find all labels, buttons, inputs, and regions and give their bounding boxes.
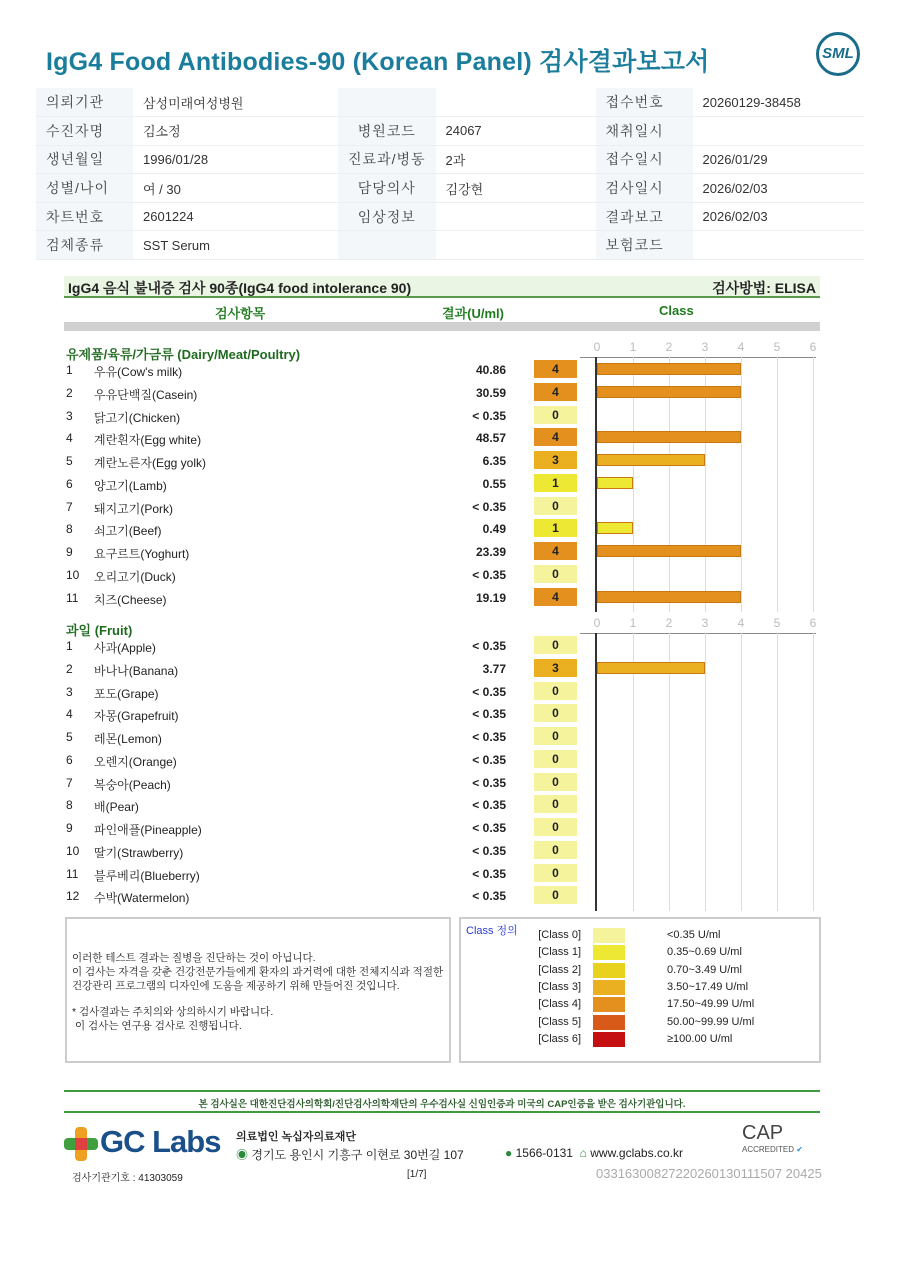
item-number: 12 [66,889,80,904]
info-label: 의뢰기관 [36,88,133,117]
item-result: < 0.35 [472,567,506,582]
disclaimer-line: 이러한 테스트 결과는 질병을 진단하는 것이 아닙니다. [72,952,316,964]
result-row [66,636,606,656]
item-name: 수박(Watermelon) [94,891,190,906]
barcode-number: 03316300827220260130111507 20425 [596,1166,822,1181]
item-result: < 0.35 [472,730,506,744]
disclaimer-line: 이 검사는 자격을 갖춘 건강전문가들에게 환자의 과거력에 대한 전체지식과 적절한 [72,966,444,978]
certification-text: 본 검사실은 대한진단검사의학회/진단검사의학재단의 우수검사실 신임인증과 미국의 CAP인증을 받은 검사기관입니다. [198,1099,686,1110]
item-name: 요구르트(Yoghurt) [94,547,190,561]
address-text: 경기도 용인시 기흥구 이현로 30번길 107 [251,1148,464,1162]
item-result: 3.77 [482,661,506,676]
item-result: 30.59 [475,385,506,400]
gc-cross-icon [64,1127,98,1161]
legend-swatch [593,1032,625,1047]
info-label [338,231,436,260]
item-result: 6.35 [482,454,506,468]
result-row [66,841,606,861]
result-row [66,474,606,494]
item-result: 19.19 [475,590,506,605]
item-number: 1 [66,639,73,653]
result-row [66,451,606,471]
info-label: 생년월일 [36,145,133,174]
item-result: 23.39 [475,545,506,559]
legend-range: ≥100.00 U/ml [667,1032,733,1045]
cap-logo [742,1122,803,1154]
item-number: 5 [66,730,73,744]
grid-line [741,357,742,612]
report-title: IgG4 Food Antibodies-90 (Korean Panel) 검사결과보고서 [46,48,710,76]
grid-line [669,633,670,911]
item-number: 5 [66,454,73,468]
item-number: 10 [66,567,80,582]
info-value: 24067 [436,117,596,146]
item-name: 복숭아(Peach) [94,777,171,792]
divider [64,1090,820,1092]
class-badge: 0 [534,864,577,882]
item-result: 0.49 [482,522,506,537]
address [236,1146,464,1163]
test-header [64,276,820,298]
disclaimer-line: 건강관리 프로그램의 디자인에 도움을 제공하기 위해 만들어진 것입니다. [72,980,400,992]
item-name: 오리고기(Duck) [94,569,176,584]
legend-class-label: [Class 4] [538,998,581,1011]
item-name: 계란흰자(Egg white) [94,433,202,448]
item-number: 7 [66,499,73,514]
axis-tick-label: 6 [809,340,817,354]
item-result: < 0.35 [472,499,506,514]
disclaimer-line: 이 검사는 연구용 검사로 진행됩니다. [75,1020,242,1032]
check-icon: ✔ [796,1145,803,1154]
legend-range: 0.35~0.69 U/ml [667,946,742,959]
gc-labs-logo: GC Labs [100,1124,221,1159]
item-number: 6 [66,476,73,491]
result-row [66,773,606,793]
cap-accredited [742,1145,803,1154]
result-row [66,750,606,770]
class-badge: 0 [534,704,577,722]
column-class: Class [659,303,694,318]
axis-line [580,633,816,634]
axis-tick-label: 3 [701,340,709,354]
item-number: 1 [66,363,73,377]
class-badge: 0 [534,795,577,813]
class-badge: 0 [534,565,577,583]
info-label: 차트번호 [36,202,133,231]
item-name: 블루베리(Blueberry) [94,868,200,883]
item-name: 사과(Apple) [94,641,156,655]
item-name: 우유단백질(Casein) [94,387,198,402]
class-badge: 4 [534,588,577,606]
section-title: 유제품/육류/가금류 (Dairy/Meat/Poultry) [66,347,301,362]
info-label: 진료과/병동 [338,145,436,174]
class-badge: 0 [534,750,577,768]
class-badge: 3 [534,659,577,677]
class-bar [597,386,741,398]
info-value [693,117,864,146]
class-badge: 4 [534,360,577,378]
info-label: 담당의사 [338,174,436,203]
item-number: 9 [66,545,73,559]
info-value: 김소정 [133,117,338,146]
class-badge: 4 [534,542,577,560]
item-number: 8 [66,798,73,813]
info-value: 삼성미래여성병원 [133,88,338,117]
item-number: 4 [66,431,73,446]
class-bar [597,477,633,489]
column-result: 결과(U/ml) [442,306,504,321]
result-row [66,360,606,380]
class-badge: 4 [534,383,577,401]
info-label: 검체종류 [36,231,133,260]
item-name: 돼지고기(Pork) [94,501,174,516]
item-name: 계란노른자(Egg yolk) [94,456,206,470]
result-row [66,682,606,702]
home-icon: ⌂ [579,1146,587,1160]
class-badge: 0 [534,497,577,515]
website[interactable]: www.gclabs.co.kr [590,1146,683,1160]
phone-icon: ● [505,1146,513,1160]
item-name: 바나나(Banana) [94,663,179,678]
result-row [66,542,606,562]
info-value: 2026/02/03 [693,202,864,231]
grid-line [777,633,778,911]
axis-tick-label: 6 [809,616,817,630]
class-legend [459,917,821,1063]
info-row [36,174,864,203]
result-row [66,818,606,838]
class-badge: 0 [534,841,577,859]
axis-tick-label: 1 [629,340,637,354]
cap-accredited-text: ACCREDITED [742,1145,795,1154]
item-result: 0.55 [482,476,506,491]
result-row [66,565,606,585]
axis-tick-label: 2 [665,616,673,630]
axis-tick-label: 3 [701,616,709,630]
item-result: < 0.35 [472,821,506,835]
legend-swatch [593,1015,625,1030]
item-result: < 0.35 [472,866,506,881]
result-row [66,659,606,679]
result-row [66,497,606,517]
page-number: [1/7] [407,1169,427,1180]
legend-class-label: [Class 6] [538,1032,581,1045]
item-name: 파인애플(Pineapple) [94,823,202,837]
legend-swatch [593,928,625,943]
item-result: < 0.35 [472,843,506,858]
info-value [436,202,596,231]
legend-range: 50.00~99.99 U/ml [667,1015,755,1028]
legend-class-label: [Class 1] [538,946,581,959]
axis-tick-label: 2 [665,340,673,354]
info-value: 2026/01/29 [693,145,864,174]
info-value: 2601224 [133,202,338,231]
item-name: 쇠고기(Beef) [94,524,162,539]
item-name: 자몽(Grapefruit) [94,709,179,724]
item-result: < 0.35 [472,684,506,699]
info-label: 결과보고 [596,202,693,231]
info-value: 20260129-38458 [693,88,864,117]
phone-number: 1566-0131 [515,1146,573,1160]
item-number: 10 [66,843,80,858]
legend-class-label: [Class 0] [538,929,581,941]
institution-code: 검사기관기호 : 41303059 [72,1173,183,1184]
info-label: 접수번호 [596,88,693,117]
result-row [66,886,606,906]
class-bar [597,363,741,375]
info-label [338,88,436,117]
info-value: 2과 [436,145,596,174]
info-value: 1996/01/28 [133,145,338,174]
result-row [66,704,606,724]
item-result: < 0.35 [472,408,506,423]
result-row [66,406,606,426]
axis-tick-label: 5 [773,616,781,630]
result-row [66,428,606,448]
legend-range: 3.50~17.49 U/ml [667,980,749,993]
sml-logo: SML [816,32,860,76]
result-row [66,864,606,884]
contact [505,1146,683,1160]
legend-range: <0.35 U/ml [667,929,721,941]
item-result: 40.86 [475,363,506,377]
info-value [436,231,596,260]
class-badge: 4 [534,428,577,446]
item-name: 딸기(Strawberry) [94,845,184,860]
item-number: 2 [66,385,73,400]
legend-class-label: [Class 3] [538,980,581,993]
item-name: 배(Pear) [94,800,139,815]
legend-swatch [593,997,625,1012]
item-name: 양고기(Lamb) [94,478,167,493]
item-result: < 0.35 [472,775,506,790]
disclaimer-line: * 검사결과는 주치의와 상의하시기 바랍니다. [72,1006,274,1018]
info-row [36,117,864,146]
legend-class-label: [Class 5] [538,1015,581,1028]
info-label: 성별/나이 [36,174,133,203]
legend-swatch [593,945,625,960]
cap-text: CAP [742,1122,784,1144]
class-badge: 3 [534,451,577,469]
class-badge: 0 [534,727,577,745]
axis-tick-label: 0 [593,616,601,630]
class-bar [597,662,705,674]
item-number: 7 [66,775,73,790]
patient-info-table [36,88,864,260]
axis-tick-label: 4 [737,616,745,630]
grid-line [741,633,742,911]
grid-line [777,357,778,612]
item-number: 4 [66,707,73,722]
info-row [36,88,864,117]
info-value [436,88,596,117]
test-title: IgG4 음식 불내증 검사 90종(IgG4 food intolerance 90) [68,280,412,296]
result-row [66,383,606,403]
result-row [66,519,606,539]
class-badge: 0 [534,406,577,424]
item-result: < 0.35 [472,639,506,653]
column-item: 검사항목 [215,306,266,321]
item-name: 오렌지(Orange) [94,754,177,769]
item-name: 우유(Cow's milk) [94,365,183,379]
info-value: 2026/02/03 [693,174,864,203]
class-badge: 0 [534,818,577,836]
info-value: 여 / 30 [133,174,338,203]
legend-swatch [593,980,625,995]
class-badge: 0 [534,886,577,904]
item-result: 48.57 [475,431,506,446]
item-number: 2 [66,661,73,676]
info-label: 임상정보 [338,202,436,231]
axis-tick-label: 4 [737,340,745,354]
class-bar [597,454,705,466]
axis-tick-label: 1 [629,616,637,630]
item-name: 치즈(Cheese) [94,592,167,607]
class-bar [597,431,741,443]
class-bar [597,545,741,557]
test-method: 검사방법: ELISA [712,280,816,296]
item-name: 포도(Grape) [94,686,159,701]
axis-tick-label: 5 [773,340,781,354]
disclaimer-box [65,917,451,1063]
divider [64,1111,820,1113]
class-badge: 0 [534,682,577,700]
class-bar [597,522,633,534]
grid-line [813,357,814,612]
info-label: 수진자명 [36,117,133,146]
item-name: 닭고기(Chicken) [94,410,181,425]
class-bar [597,591,741,603]
axis-line [580,357,816,358]
grid-line [813,633,814,911]
section-title: 과일 (Fruit) [66,623,133,638]
divider [64,322,820,331]
class-badge: 1 [534,474,577,492]
item-name: 레몬(Lemon) [94,732,162,746]
info-label: 병원코드 [338,117,436,146]
info-row [36,231,864,260]
legend-class-label: [Class 2] [538,963,581,976]
item-number: 9 [66,821,73,835]
info-row [36,145,864,174]
info-label: 채취일시 [596,117,693,146]
info-value: SST Serum [133,231,338,260]
item-result: < 0.35 [472,798,506,813]
grid-line [705,633,706,911]
legend-range: 0.70~3.49 U/ml [667,963,742,976]
info-value [693,231,864,260]
class-badge: 0 [534,636,577,654]
info-label: 보험코드 [596,231,693,260]
item-number: 3 [66,408,73,423]
info-value: 김강현 [436,174,596,203]
legend-swatch [593,963,625,978]
item-number: 8 [66,522,73,537]
item-number: 6 [66,752,73,767]
legend-range: 17.50~49.99 U/ml [667,998,755,1011]
class-badge: 0 [534,773,577,791]
class-badge: 1 [534,519,577,537]
result-row [66,588,606,608]
location-pin-icon: ◉ [236,1148,249,1162]
item-number: 11 [66,866,79,881]
grid-line [633,633,634,911]
info-label: 접수일시 [596,145,693,174]
item-result: < 0.35 [472,752,506,767]
result-row [66,727,606,747]
legend-title: Class 정의 [466,925,518,937]
axis-tick-label: 0 [593,340,601,354]
result-row [66,795,606,815]
item-number: 11 [66,590,79,605]
info-row [36,202,864,231]
item-result: < 0.35 [472,707,506,722]
item-number: 3 [66,684,73,699]
info-label: 검사일시 [596,174,693,203]
org-name: 의료법인 녹십자의료재단 [236,1131,356,1143]
item-result: < 0.35 [472,889,506,904]
